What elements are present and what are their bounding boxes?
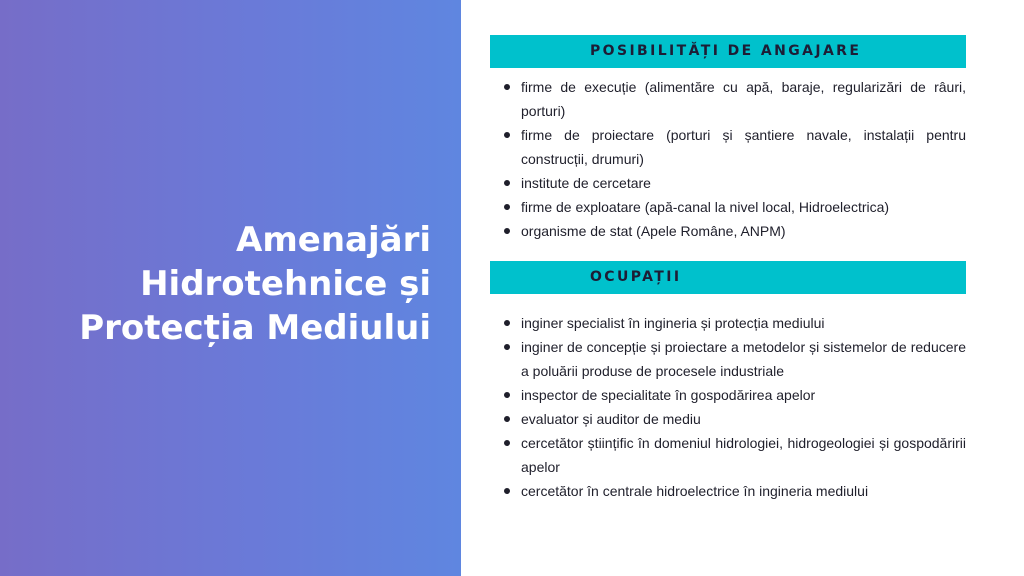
content-panel (490, 35, 966, 503)
list-item: inginer specialist în ingineria și protecția mediului (490, 311, 966, 335)
list-item: evaluator și auditor de mediu (490, 407, 966, 431)
section-header-occupations: OCUPAȚII (490, 261, 966, 294)
title-line: Amenajări (236, 220, 431, 260)
employment-list (490, 75, 966, 243)
list-item: cercetător în centrale hidroelectrice în ingineria mediului (490, 479, 966, 503)
title-line: Protecția Mediului (79, 308, 431, 348)
list-item: firme de exploatare (apă-canal la nivel local, Hidroelectrica) (490, 195, 966, 219)
list-item: institute de cercetare (490, 171, 966, 195)
slide-title (11, 218, 431, 350)
section-header-employment: POSIBILITĂȚI DE ANGAJARE (490, 35, 966, 68)
list-item: inspector de specialitate în gospodărirea apelor (490, 383, 966, 407)
title-panel (0, 0, 461, 576)
occupations-list (490, 311, 966, 503)
list-item: firme de proiectare (porturi și șantiere navale, instalații pentru construcții, drumuri) (490, 123, 966, 171)
list-item: cercetător științific în domeniul hidrologiei, hidrogeologiei și gospodăririi apelor (490, 431, 966, 479)
title-line: Hidrotehnice și (140, 264, 431, 304)
list-item: firme de execuție (alimentăre cu apă, baraje, regularizări de râuri, porturi) (490, 75, 966, 123)
list-item: inginer de concepție și proiectare a metodelor și sistemelor de reducere a poluării produse de procesele industriale (490, 335, 966, 383)
list-item: organisme de stat (Apele Române, ANPM) (490, 219, 966, 243)
